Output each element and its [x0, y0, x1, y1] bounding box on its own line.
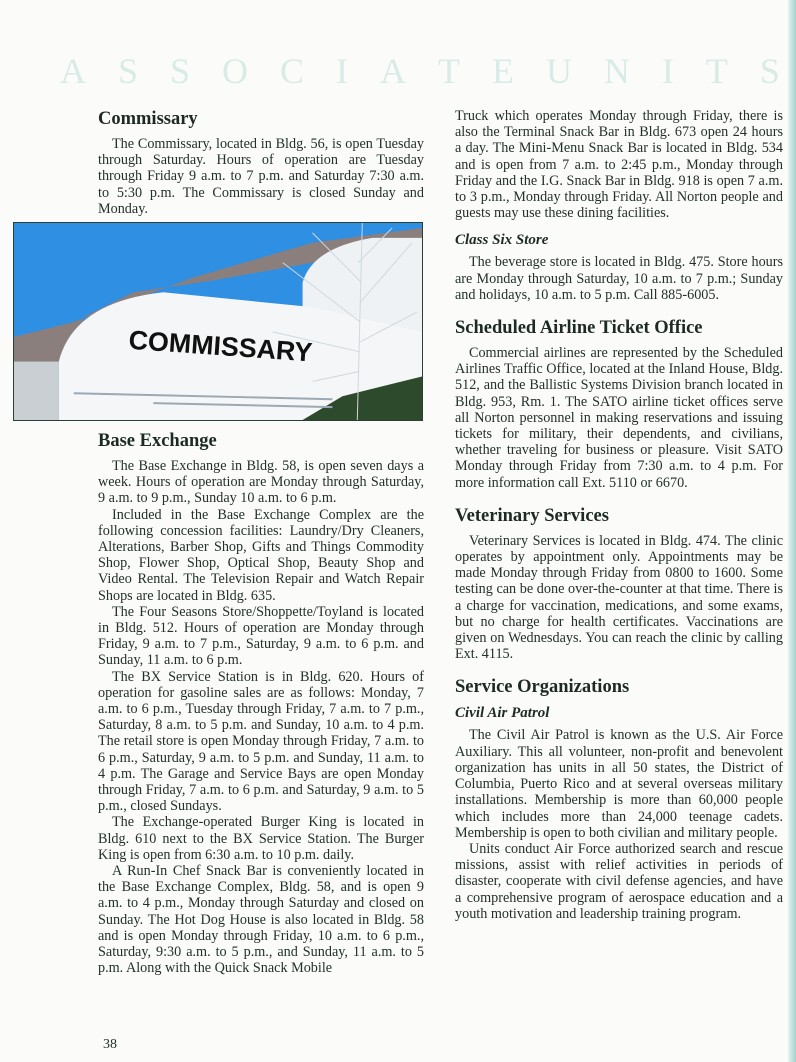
section-base-exchange	[98, 430, 424, 977]
heading-class-six-store: Class Six Store	[455, 232, 549, 249]
subheading-civil-air-patrol: Civil Air Patrol	[455, 705, 550, 722]
banner-letter: C	[280, 51, 305, 91]
heading-commissary: Commissary	[98, 109, 198, 129]
banner-letter: N	[603, 51, 630, 91]
banner-letter: S	[117, 51, 139, 91]
banner-letter: T	[437, 51, 460, 91]
paragraph-continued: Truck which operates Monday through Friday, there is also the Terminal Snack Bar in Bldg. 673 open 24 hours a day. The Mini-Menu Snack Bar is located in Bldg. 534 and is open from 7 a.m. to 2:45 p.m., Monday through Friday and the I.G. Snack Bar in Bldg. 918 is open 7 a.m. to 3 p.m., Monday through Friday. All Norton people and guests may use these dining facilities.	[455, 108, 783, 222]
heading-airline-ticket-office: Scheduled Airline Ticket Office	[455, 318, 703, 339]
left-column	[98, 108, 424, 217]
heading-service-organizations: Service Organizations	[455, 677, 630, 698]
paragraph: Units conduct Air Force authorized search and rescue missions, assist with relief activities in periods of disaster, cooperate with civil defense agencies, and have a comprehensive program of aerospace education and a youth motivation and leadership training program.	[455, 840, 783, 922]
wall-side	[14, 362, 59, 420]
banner-letter: U	[545, 51, 572, 91]
paragraph: The Exchange-operated Burger King is located in Bldg. 610 next to the BX Service Station. The Burger King is open from 6:30 a.m. to 10 p.m. daily.	[98, 814, 424, 863]
paragraph: The BX Service Station is in Bldg. 620. Hours of operation for gasoline sales are as follows: Monday, 7 a.m. to 6 p.m., Tuesday through Friday, 7 a.m. to 7 p.m., Saturday, 8 a.m. to 5 p.m. and Sunday, 10 a.m. to 4 p.m. The retail store is open Monday through Friday, 7 a.m. to 6 p.m., Saturday, 9 a.m. to 5 p.m. and Sunday, 11 a.m. to 4 p.m. The Garage and Service Bays are open Monday through Friday, 7 a.m. to 6 p.m. and Saturday, 9 a.m. to 5 p.m., closed Sundays.	[98, 668, 424, 815]
paragraph: The Base Exchange in Bldg. 58, is open seven days a week. Hours of operation are Monday through Saturday, 9 a.m. to 9 p.m., Sunday 10 a.m. to 6 p.m.	[98, 458, 424, 507]
banner-letter: I	[661, 51, 674, 91]
heading-veterinary-services: Veterinary Services	[455, 505, 609, 526]
paragraph: Veterinary Services is located in Bldg. 474. The clinic operates by appointment only. Appointments may be made Monday through Friday from 0800 to 1600. Some testing can be done over-the-counter at that time. There is a charge for vaccination, medications, and some exams, but no charge for health certificates. Vaccinations are given on Wednesdays. You can reach the clinic by calling Ext. 4115.	[455, 532, 783, 663]
paragraph: The Four Seasons Store/Shoppette/Toyland is located in Bldg. 512. Hours of operation are Monday through Friday, 9 a.m. to 7 p.m., Saturday, 9 a.m. to 6 p.m. and Sunday, 11 a.m. to 6 p.m.	[98, 603, 424, 669]
paragraph: A Run-In Chef Snack Bar is conveniently located in the Base Exchange Complex, Bldg. 58, and is open 9 a.m. to 4 p.m., Monday through Saturday and closed on Sunday. The Hot Dog House is also located in Bldg. 58 and is open Monday through Friday, 10 a.m. to 6 p.m., Saturday, 9:30 a.m. to 5 p.m., and Sunday, 11 a.m. to 5 p.m. Along with the Quick Snack Mobile	[98, 863, 424, 977]
banner-letter: A	[379, 51, 406, 91]
banner-letter: O	[222, 51, 249, 91]
section-class-six-store	[455, 231, 783, 303]
section-commissary	[98, 108, 424, 217]
paragraph: The beverage store is located in Bldg. 475. Store hours are Monday through Saturday, 10 a.m. to 7 p.m.; Sunday and holidays, 10 a.m. to 5 p.m. Call 885-6005.	[455, 254, 783, 303]
banner-letter: S	[170, 51, 191, 91]
section-service-organizations	[455, 676, 783, 921]
banner-title	[60, 50, 796, 92]
section-veterinary-services	[455, 505, 783, 663]
photo-illustration	[14, 223, 422, 420]
paragraph: Included in the Base Exchange Complex are the following concession facilities: Laundry/Dry Cleaners, Alterations, Barber Shop, Gifts and Things Commodity Shop, Flower Shop, Optical Shop, Beauty Shop and Video Rental. The Television Repair and Watch Repair Shops are located in Bldg. 635.	[98, 506, 424, 604]
heading-base-exchange: Base Exchange	[98, 431, 217, 451]
banner-letter: S	[759, 51, 780, 91]
banner-letter: T	[705, 51, 728, 91]
paragraph: Commercial airlines are represented by the Scheduled Airlines Traffic Office, located at the Inland House, Bldg. 512, and the Ballistic Systems Division branch located in Bldg. 953, Rm. 1. The SATO airline ticket offices serve all Norton personnel in making reservations and issuing tickets for military, their dependents, and civilians, whether traveling for business or pleasure. Visit SATO Monday through Friday from 7:30 a.m. to 4 p.m. For more information call Ext. 5110 or 6670.	[455, 345, 783, 491]
paragraph: The Commissary, located in Bldg. 56, is open Tuesday through Saturday. Hours of operation are Tuesday through Friday 9 a.m. to 7 p.m. and Saturday 7:30 a.m. to 5:30 p.m. The Commissary is closed Sunday and Monday.	[98, 136, 424, 217]
page-number: 38	[103, 1037, 117, 1052]
left-column-lower	[98, 430, 424, 977]
banner-letter: A	[60, 51, 86, 91]
right-column	[455, 108, 783, 922]
paragraph: The Civil Air Patrol is known as the U.S. Air Force Auxiliary. This all volunteer, non-profit and benevolent organization has units in all 50 states, the District of Columbia, Puerto Rico and at several overseas military installations. Membership is more than 60,000 people which includes more than 24,000 teenage cadets. Membership is open to both civilian and military people.	[455, 727, 783, 841]
commissary-sign: COMMISSARY	[127, 324, 314, 368]
banner-letter: I	[336, 51, 348, 91]
page-edge-stripe	[788, 0, 796, 1062]
commissary-photo	[13, 222, 423, 421]
banner-letter: E	[491, 51, 514, 91]
section-airline-ticket-office	[455, 317, 783, 491]
